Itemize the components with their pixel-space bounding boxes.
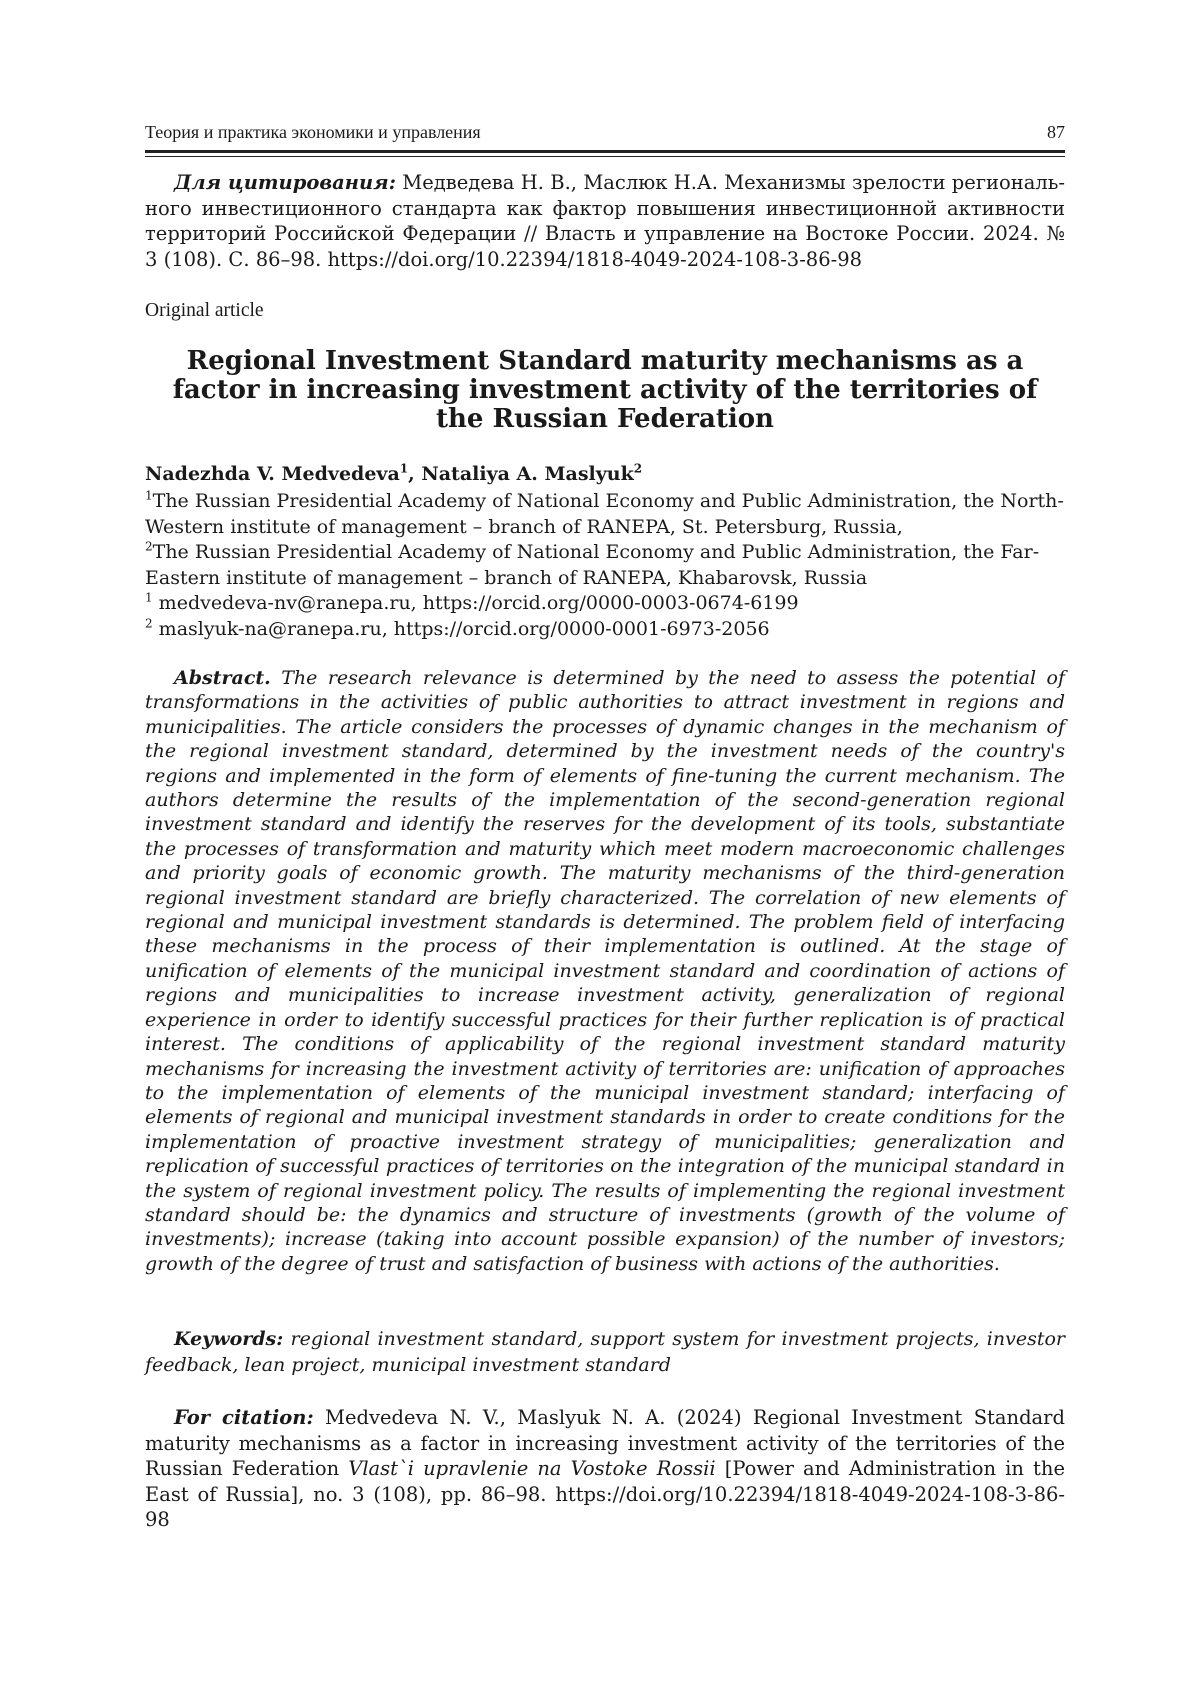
keywords-label: Keywords: bbox=[174, 1328, 284, 1350]
affiliation-text: The Russian Presidential Academy of National Economy and Public Administration, the Far-Eastern institute of management – branch of RANEPA, Khabarovsk, Russia bbox=[145, 541, 1040, 589]
affiliations bbox=[145, 489, 1065, 642]
abstract bbox=[145, 666, 1065, 1276]
keywords bbox=[145, 1327, 1065, 1378]
author-separator: , bbox=[408, 463, 422, 485]
russian-citation-label: Для цитирования: bbox=[174, 171, 396, 194]
author-affiliation-mark: 1 bbox=[399, 461, 409, 476]
journal-name: Теория и практика экономики и управления bbox=[145, 122, 481, 142]
english-citation-journal: Vlast`i upravlenie na Vostoke Rossii bbox=[348, 1457, 716, 1480]
affiliation-item bbox=[145, 540, 1065, 591]
abstract-text: The research relevance is determined by the need to assess the potential of transformations in the activities of public authorities to attract investment in regions and municipalities. The article considers the processes of dynamic changes in the mechanism of the regional investment standard, determined by the investment needs of the country's regions and implemented in the form of elements of fine-tuning the current mechanism. The authors determine the results of the implementation of the second-generation regional investment standard and identify the reserves for the development of its tools, substantiate the processes of transformation and maturity which meet modern macroeconomic challenges and priority goals of economic growth. The maturity mechanisms of the third-generation regional investment standard are briefly characterized. The correlation of new elements of regional and municipal investment standards is determined. The problem field of interfacing these mechanisms in the process of their implementation is outlined. At the stage of unification of elements of the municipal investment standard and coordination of actions of regions and municipalities to increase investment activity, generalization of regional experience in order to identify successful practices for their further replication is of practical interest. The conditions of applicability of the regional investment standard maturity mechanisms for increasing the investment activity of territories are: unification of approaches to the implementation of elements of the municipal investment standard; interfacing of elements of regional and municipal investment standards in order to create conditions for the implementation of proactive investment strategy of municipalities; generalization and replication of successful practices of territories on the integration of the municipal standard in the system of regional investment policy. The results of implementing the regional investment standard should be: the dynamics and structure of investments (growth of the volume of investments); increase (taking into account possible expansion) of the number of investors; growth of the degree of trust and satisfaction of business with actions of the authorities. bbox=[145, 667, 1065, 1275]
contact-item bbox=[145, 591, 1065, 617]
author-list bbox=[145, 463, 1065, 485]
author-name: Nataliya A. Maslyuk bbox=[421, 463, 634, 485]
author-affiliation-mark: 2 bbox=[633, 461, 643, 476]
running-header bbox=[145, 120, 1065, 154]
russian-citation bbox=[145, 170, 1065, 272]
contact-item bbox=[145, 617, 1065, 643]
contact-mark: 1 bbox=[145, 590, 153, 605]
abstract-label: Abstract. bbox=[174, 667, 271, 689]
english-citation bbox=[145, 1405, 1065, 1533]
header-rule-thick bbox=[145, 150, 1065, 153]
affiliation-mark: 2 bbox=[145, 539, 153, 554]
keywords-text: regional investment standard, support system for investment projects, investor feedback, lean project, municipal investment standard bbox=[145, 1328, 1065, 1376]
header-rule-thin bbox=[145, 156, 1065, 157]
author-name: Nadezhda V. Medvedeva bbox=[145, 463, 400, 485]
page-number: 87 bbox=[1047, 122, 1065, 142]
english-citation-text-end: [Power and Administration in the East of Russia], no. 3 (108), pp. 86–98. https://doi.org/10.22394/1818-4049-2024-108-3-86-98 bbox=[145, 1457, 1065, 1531]
affiliation-mark: 1 bbox=[145, 488, 153, 503]
contact-mark: 2 bbox=[145, 616, 153, 631]
contact-text: maslyuk-na@ranepa.ru, https://orcid.org/0000-0001-6973-2056 bbox=[152, 617, 770, 640]
affiliation-item bbox=[145, 489, 1065, 540]
article-title: Regional Investment Standard maturity mechanisms as a factor in increasing investment activity of the territories of the Russian Federation bbox=[172, 346, 1038, 434]
affiliation-text: The Russian Presidential Academy of National Economy and Public Administration, the North-Western institute of management – branch of RANEPA, St. Petersburg, Russia, bbox=[145, 490, 1064, 538]
english-citation-text: Medvedeva N. V., Maslyuk N. A. (2024) Regional Investment Standard maturity mechanisms as a factor in increasing investment activity of the territories of the Russian Federation bbox=[145, 1406, 1065, 1480]
contact-text: medvedeva-nv@ranepa.ru, https://orcid.org/0000-0003-0674-6199 bbox=[152, 592, 799, 614]
russian-citation-text: Медведева Н. В., Маслюк Н.А. Механизмы зрелости региональ-ного инвестиционного стандарта как фактор повышения инвестиционной активности территорий Российской Федерации // Власть и управление на Востоке России. 2024. № 3 (108). С. 86–98. https://doi.org/10.22394/1818-4049-2024-108-3-86-98 bbox=[145, 171, 1065, 271]
english-citation-label: For citation: bbox=[174, 1406, 314, 1429]
article-type: Original article bbox=[145, 300, 264, 321]
